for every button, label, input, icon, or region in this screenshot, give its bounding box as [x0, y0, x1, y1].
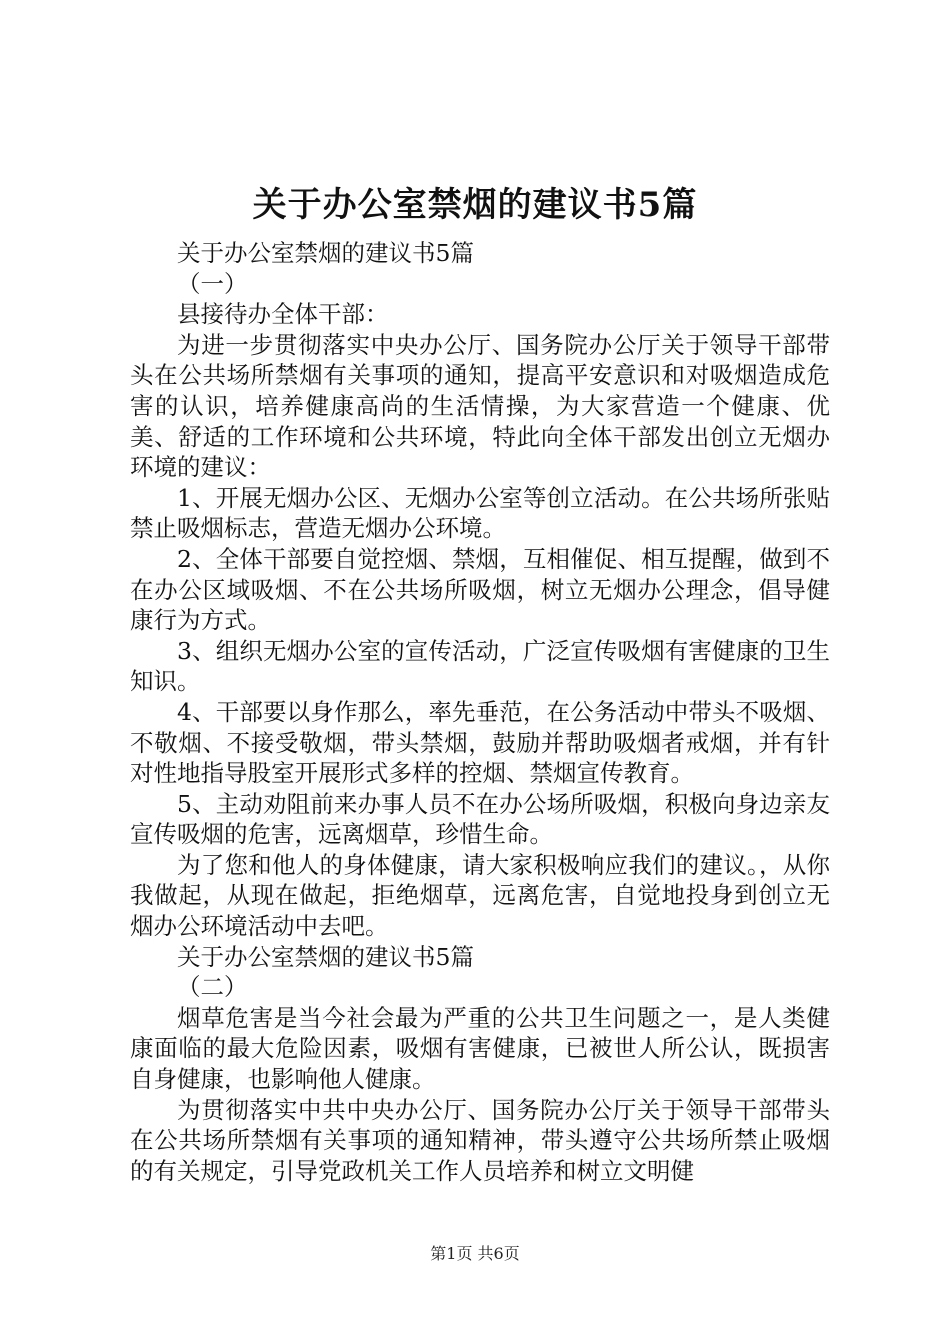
list-item: 5、主动劝阻前来办事人员不在办公场所吸烟，积极向身边亲友宣传吸烟的危害，远离烟草，珍惜生命。 — [130, 789, 830, 849]
list-item: 2、全体干部要自觉控烟、禁烟，互相催促、相互提醒，做到不在办公区域吸烟、不在公共场所吸烟，树立无烟办公理念，倡导健康行为方式。 — [130, 544, 830, 635]
paragraph: 为进一步贯彻落实中央办公厅、国务院办公厅关于领导干部带头在公共场所禁烟有关事项的通知，提高平安意识和对吸烟造成危害的认识，培养健康高尚的生活情操，为大家营造一个健康、优美、舒适的工作环境和公共环境，特此向全体干部发出创立无烟办环境的建议： — [130, 330, 830, 482]
page-footer: 第1页 共6页 — [430, 1244, 520, 1263]
paragraph: 为了您和他人的身体健康，请大家积极响应我们的建议。，从你我做起，从现在做起，拒绝烟草，远离危害，自觉地投身到创立无烟办公环境活动中去吧。 — [130, 850, 830, 941]
list-item: 4、干部要以身作那么，率先垂范，在公务活动中带头不吸烟、不敬烟、不接受敬烟，带头禁烟，鼓励并帮助吸烟者戒烟，并有针对性地指导股室开展形式多样的控烟、禁烟宣传教育。 — [130, 697, 830, 788]
paragraph: 为贯彻落实中共中央办公厅、国务院办公厅关于领导干部带头在公共场所禁烟有关事项的通知精神，带头遵守公共场所禁止吸烟的有关规定，引导党政机关工作人员培养和树立文明健 — [130, 1095, 830, 1185]
list-item: 1、开展无烟办公区、无烟办公室等创立活动。在公共场所张贴禁止吸烟标志，营造无烟办公环境。 — [130, 483, 830, 543]
document-body — [130, 238, 830, 1186]
section-number: （二） — [177, 973, 248, 1002]
paragraph: 烟草危害是当今社会最为严重的公共卫生问题之一，是人类健康面临的最大危险因素，吸烟有害健康，已被世人所公认，既损害自身健康，也影响他人健康。 — [130, 1003, 830, 1094]
document-title: 关于办公室禁烟的建议书5篇 — [252, 185, 698, 225]
section-heading: 关于办公室禁烟的建议书5篇 — [177, 942, 474, 971]
section-heading: 关于办公室禁烟的建议书5篇 — [177, 239, 474, 267]
section-number: （一） — [177, 269, 248, 298]
list-item: 3、组织无烟办公室的宣传活动，广泛宣传吸烟有害健康的卫生知识。 — [130, 636, 830, 696]
salutation: 县接待办全体干部： — [177, 300, 389, 329]
